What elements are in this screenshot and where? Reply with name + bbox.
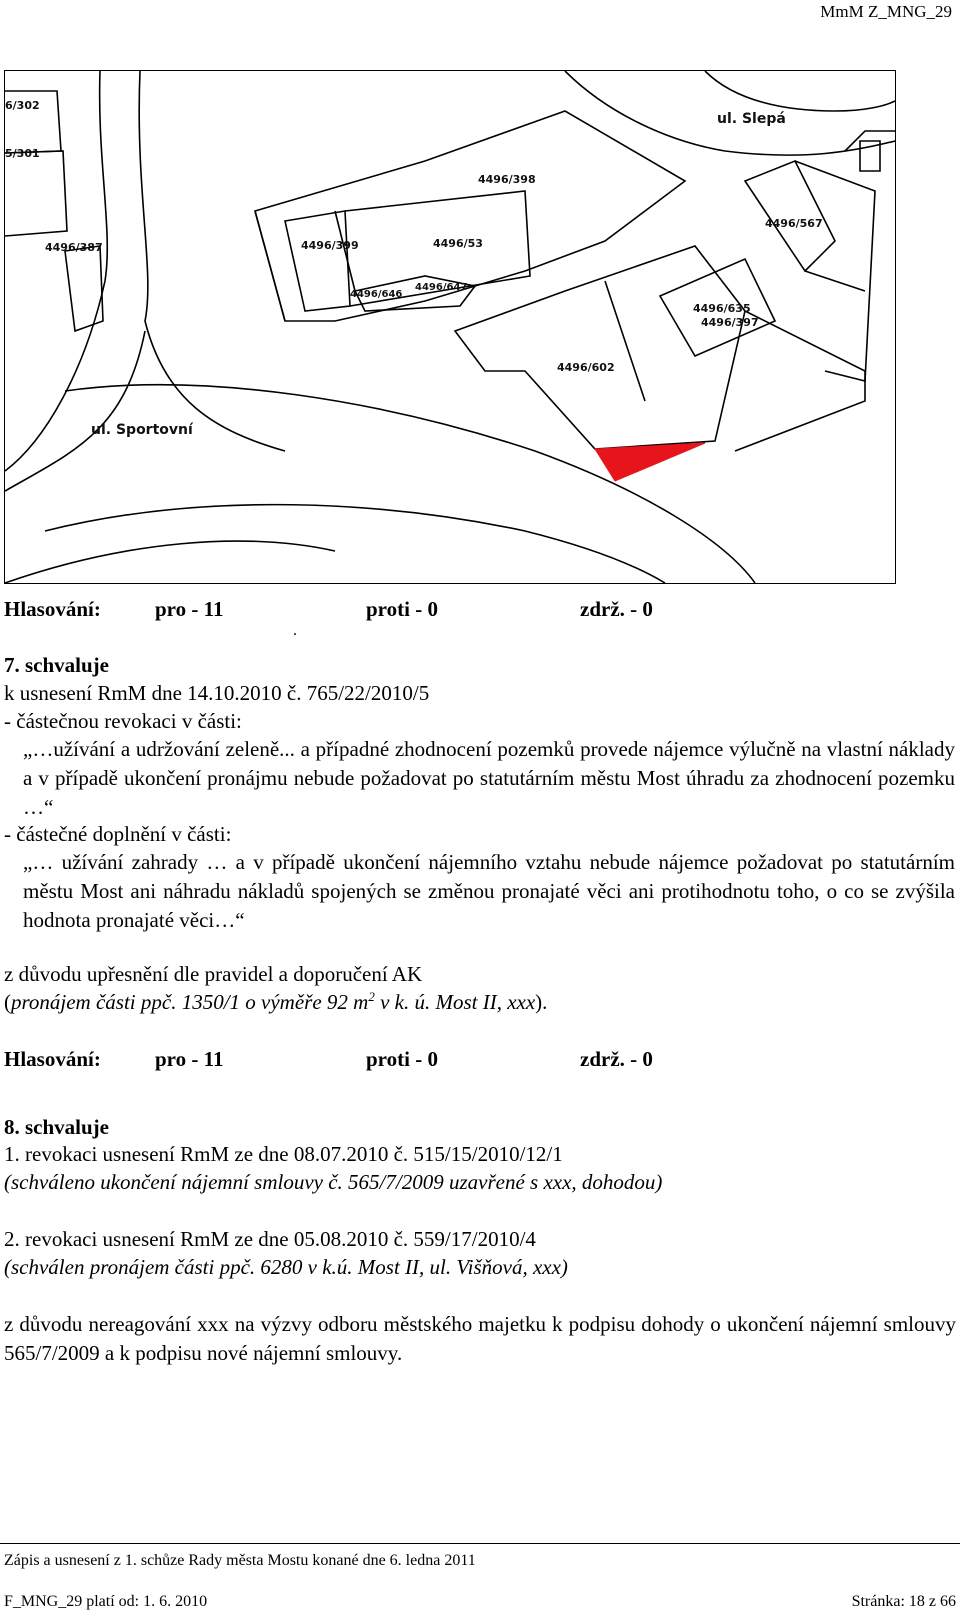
vote1-pro: pro - 11 (155, 597, 224, 621)
footer-rule (0, 1543, 960, 1544)
footer-page-number: Stránka: 18 z 66 (851, 1593, 956, 1610)
label-602: 4496/602 (557, 361, 615, 374)
vote1-label: Hlasování: (4, 597, 101, 621)
parcel-567 (745, 161, 835, 271)
label-399: 4496/399 (301, 239, 359, 252)
street-slepa-label: ul. Slepá (717, 111, 786, 127)
item7-quote1: „…užívání a udržování zeleně... a případné zhodnocení pozemků provede nájemce výlučně na vlastní náklady a v případě ukončení pronájmu nebude požadovat po statutárním městu Most úhradu za zhodnocení pozemku …“ (23, 737, 955, 819)
label-302: 6/302 (5, 99, 40, 112)
item7-line2: - částečnou revokaci v části: (4, 709, 242, 733)
parcel-602 (455, 246, 745, 449)
document-code: MmM Z_MNG_29 (820, 2, 952, 21)
street-edge-left (5, 71, 107, 471)
footer-form-code: F_MNG_29 platí od: 1. 6. 2010 (4, 1593, 208, 1610)
item8-title: 8. schvaluje (4, 1115, 109, 1139)
vote1-zdrz: zdrž. - 0 (580, 597, 653, 621)
vote2-label: Hlasování: (4, 1047, 101, 1071)
label-567: 4496/567 (765, 217, 823, 230)
item7-title: 7. schvaluje (4, 653, 109, 677)
label-387: 4496/387 (45, 241, 103, 254)
separator-dot: . (293, 622, 297, 639)
vote2-pro: pro - 11 (155, 1047, 224, 1071)
label-646: 4496/646 (350, 289, 403, 300)
vote1-proti: proti - 0 (366, 597, 438, 621)
leased-area-highlight (595, 443, 705, 481)
item8-revocation1-note: (schváleno ukončení nájemní smlouvy č. 565/7/2009 uzavřené s xxx, dohodou) (4, 1170, 663, 1194)
label-635: 4496/635 (693, 302, 751, 315)
vote2-proti: proti - 0 (366, 1047, 438, 1071)
parcel-387 (65, 246, 103, 331)
item7-parenthetical: (pronájem části ppč. 1350/1 o výměře 92 $m^2$ v k. ú. Most II, xxx). (4, 989, 548, 1014)
label-398: 4496/398 (478, 173, 536, 186)
item8-revocation2: 2. revokaci usnesení RmM ze dne 05.08.2010 č. 559/17/2010/4 (4, 1227, 536, 1251)
parcel-301 (5, 151, 67, 236)
cadastral-map (4, 70, 896, 584)
label-397: 4496/397 (701, 316, 759, 329)
item8-revocation2-note: (schválen pronájem části ppč. 6280 v k.ú. Most II, ul. Višňová, xxx) (4, 1255, 568, 1279)
item7-line1: k usnesení RmM dne 14.10.2010 č. 765/22/2010/5 (4, 681, 430, 705)
item8-revocation1: 1. revokaci usnesení RmM ze dne 08.07.2010 č. 515/15/2010/12/1 (4, 1142, 563, 1166)
street-sportovni-label: ul. Sportovní (91, 422, 193, 438)
footer-title: Zápis a usnesení z 1. schůze Rady města Mostu konané dne 6. ledna 2011 (4, 1552, 476, 1569)
label-53: 4496/53 (433, 237, 483, 250)
item8-reason: z důvodu nereagování xxx na výzvy odboru městského majetku k podpisu dohody o ukončení nájemní smlouvy 565/7/2009 a k podpisu nové nájemní smlouvy. (4, 1312, 956, 1365)
parcel-399 (285, 211, 350, 311)
item7-line3: - částečné doplnění v části: (4, 822, 232, 846)
vote2-zdrz: zdrž. - 0 (580, 1047, 653, 1071)
label-301: 5/301 (5, 147, 40, 160)
item7-quote2: „… užívání zahrady … a v případě ukončení nájemního vztahu nebude nájemce požadovat po statutárním městu Most ani náhradu nákladů spojených se změnou pronajaté věci ani protihodnotu toho, o co se zvýšila hodnota pronajaté věci…“ (23, 850, 955, 932)
label-647: 4496/647 (415, 282, 468, 293)
item7-reason: z důvodu upřesnění dle pravidel a doporučení AK (4, 962, 423, 986)
map-drawing (5, 71, 895, 583)
